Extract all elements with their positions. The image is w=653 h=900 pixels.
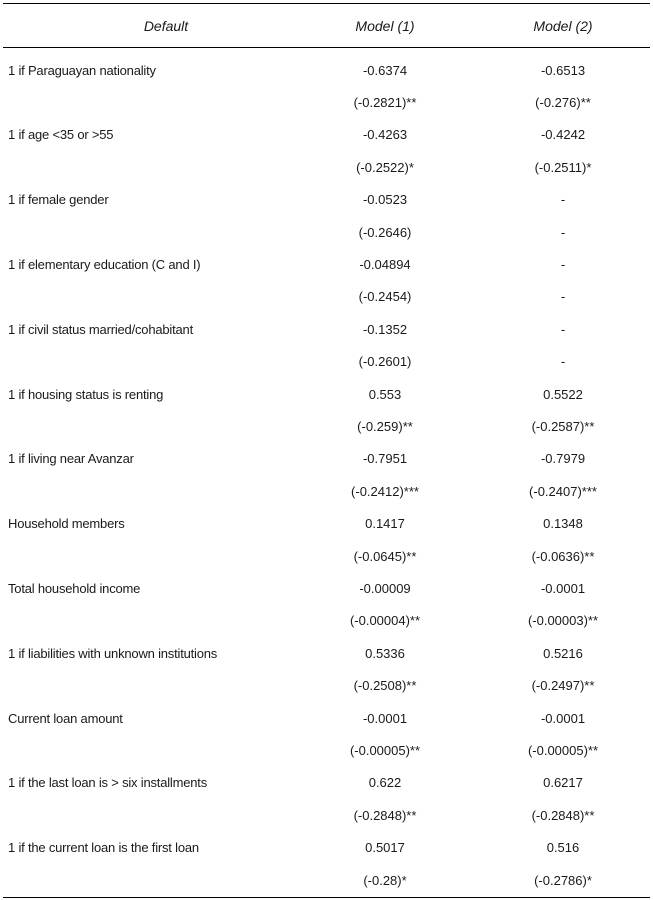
table-row bbox=[0, 119, 653, 151]
table-row-standard-error bbox=[0, 86, 653, 118]
table-bottom-rule bbox=[3, 897, 650, 898]
variable-label: 1 if Paraguayan nationality bbox=[8, 62, 156, 78]
table-row bbox=[0, 637, 653, 669]
model-2-coefficient: -0.0001 bbox=[540, 710, 586, 726]
model-1-standard-error: (-0.2821)** bbox=[353, 94, 417, 110]
table-row bbox=[0, 378, 653, 410]
model-2-standard-error: (-0.2497)** bbox=[531, 678, 595, 694]
header-model-2: Model (2) bbox=[533, 18, 593, 34]
model-1-standard-error: (-0.00005)** bbox=[349, 742, 421, 758]
model-1-standard-error: (-0.2412)*** bbox=[351, 483, 419, 499]
variable-label: 1 if elementary education (C and I) bbox=[8, 256, 201, 272]
model-2-standard-error: (-0.2511)* bbox=[534, 159, 592, 175]
model-2-coefficient: -0.6513 bbox=[540, 62, 586, 78]
model-1-coefficient: 0.622 bbox=[368, 775, 402, 791]
model-2-standard-error: (-0.00003)** bbox=[527, 613, 599, 629]
table-row-standard-error bbox=[0, 734, 653, 766]
model-1-coefficient: 0.553 bbox=[368, 386, 402, 402]
model-2-coefficient: 0.6217 bbox=[543, 775, 583, 791]
header-default: Default bbox=[143, 18, 189, 34]
model-2-standard-error: - bbox=[560, 224, 566, 240]
table-row bbox=[0, 54, 653, 86]
model-2-coefficient: -0.7979 bbox=[540, 451, 586, 467]
variable-label: 1 if the current loan is the first loan bbox=[8, 840, 199, 856]
model-2-standard-error: - bbox=[560, 289, 566, 305]
variable-label: 1 if age <35 or >55 bbox=[8, 127, 114, 143]
model-1-standard-error: (-0.0645)** bbox=[353, 548, 417, 564]
model-2-standard-error: (-0.0636)** bbox=[531, 548, 595, 564]
model-2-coefficient: 0.5216 bbox=[543, 645, 583, 661]
model-1-standard-error: (-0.2454) bbox=[358, 289, 412, 305]
table-row-standard-error bbox=[0, 475, 653, 507]
table-row bbox=[0, 832, 653, 864]
table-row-standard-error bbox=[0, 410, 653, 442]
table-row-standard-error bbox=[0, 864, 653, 896]
model-2-coefficient: 0.5522 bbox=[543, 386, 583, 402]
model-2-coefficient: 0.1348 bbox=[543, 516, 583, 532]
model-2-standard-error: (-0.276)** bbox=[535, 94, 591, 110]
table-row-standard-error bbox=[0, 281, 653, 313]
variable-label: 1 if housing status is renting bbox=[8, 386, 164, 402]
table-row bbox=[0, 313, 653, 345]
table-row-standard-error bbox=[0, 799, 653, 831]
model-1-coefficient: -0.4263 bbox=[362, 127, 408, 143]
model-2-standard-error: (-0.2848)** bbox=[531, 807, 595, 823]
model-1-coefficient: -0.00009 bbox=[359, 580, 411, 596]
table-row bbox=[0, 702, 653, 734]
table-top-rule bbox=[3, 3, 650, 4]
model-1-standard-error: (-0.259)** bbox=[357, 418, 413, 434]
model-1-standard-error: (-0.2646) bbox=[358, 224, 412, 240]
table-header-rule bbox=[3, 47, 650, 48]
table-row-standard-error bbox=[0, 540, 653, 572]
table-row bbox=[0, 572, 653, 604]
header-model-1: Model (1) bbox=[355, 18, 415, 34]
model-1-standard-error: (-0.2522)* bbox=[356, 159, 414, 175]
variable-label: Current loan amount bbox=[8, 710, 123, 726]
model-2-standard-error: (-0.00005)** bbox=[527, 742, 599, 758]
model-1-coefficient: -0.6374 bbox=[362, 62, 408, 78]
table-row-standard-error bbox=[0, 216, 653, 248]
table-row-standard-error bbox=[0, 151, 653, 183]
model-2-coefficient: 0.516 bbox=[546, 840, 580, 856]
table-row-standard-error bbox=[0, 605, 653, 637]
model-2-standard-error: (-0.2587)** bbox=[531, 418, 595, 434]
table-row bbox=[0, 248, 653, 280]
table-row bbox=[0, 508, 653, 540]
model-1-standard-error: (-0.2508)** bbox=[353, 678, 417, 694]
model-2-coefficient: -0.4242 bbox=[540, 127, 586, 143]
model-1-standard-error: (-0.2601) bbox=[358, 354, 412, 370]
model-1-coefficient: -0.1352 bbox=[362, 321, 408, 337]
variable-label: 1 if the last loan is > six installments bbox=[8, 775, 208, 791]
table-row bbox=[0, 767, 653, 799]
model-2-standard-error: (-0.2786)* bbox=[534, 872, 592, 888]
table-header-row bbox=[0, 10, 653, 42]
variable-label: 1 if liabilities with unknown institutions bbox=[8, 645, 218, 661]
variable-label: Household members bbox=[8, 516, 125, 532]
model-1-coefficient: 0.5017 bbox=[365, 840, 405, 856]
model-2-coefficient: - bbox=[560, 321, 566, 337]
model-1-coefficient: 0.1417 bbox=[365, 516, 405, 532]
model-1-coefficient: -0.04894 bbox=[359, 256, 411, 272]
table-row-standard-error bbox=[0, 670, 653, 702]
model-2-coefficient: - bbox=[560, 256, 566, 272]
model-2-coefficient: -0.0001 bbox=[540, 580, 586, 596]
model-1-coefficient: -0.7951 bbox=[362, 451, 408, 467]
model-2-standard-error: - bbox=[560, 354, 566, 370]
variable-label: 1 if living near Avanzar bbox=[8, 451, 134, 467]
model-1-standard-error: (-0.2848)** bbox=[353, 807, 417, 823]
table-row bbox=[0, 443, 653, 475]
variable-label: 1 if female gender bbox=[8, 192, 109, 208]
table-row-standard-error bbox=[0, 346, 653, 378]
model-1-coefficient: 0.5336 bbox=[365, 645, 405, 661]
model-2-standard-error: (-0.2407)*** bbox=[529, 483, 597, 499]
model-1-standard-error: (-0.00004)** bbox=[349, 613, 421, 629]
model-1-coefficient: -0.0523 bbox=[362, 192, 408, 208]
variable-label: Total household income bbox=[8, 580, 141, 596]
model-2-coefficient: - bbox=[560, 192, 566, 208]
table-row bbox=[0, 184, 653, 216]
model-1-coefficient: -0.0001 bbox=[362, 710, 408, 726]
variable-label: 1 if civil status married/cohabitant bbox=[8, 321, 193, 337]
model-1-standard-error: (-0.28)* bbox=[363, 872, 407, 888]
